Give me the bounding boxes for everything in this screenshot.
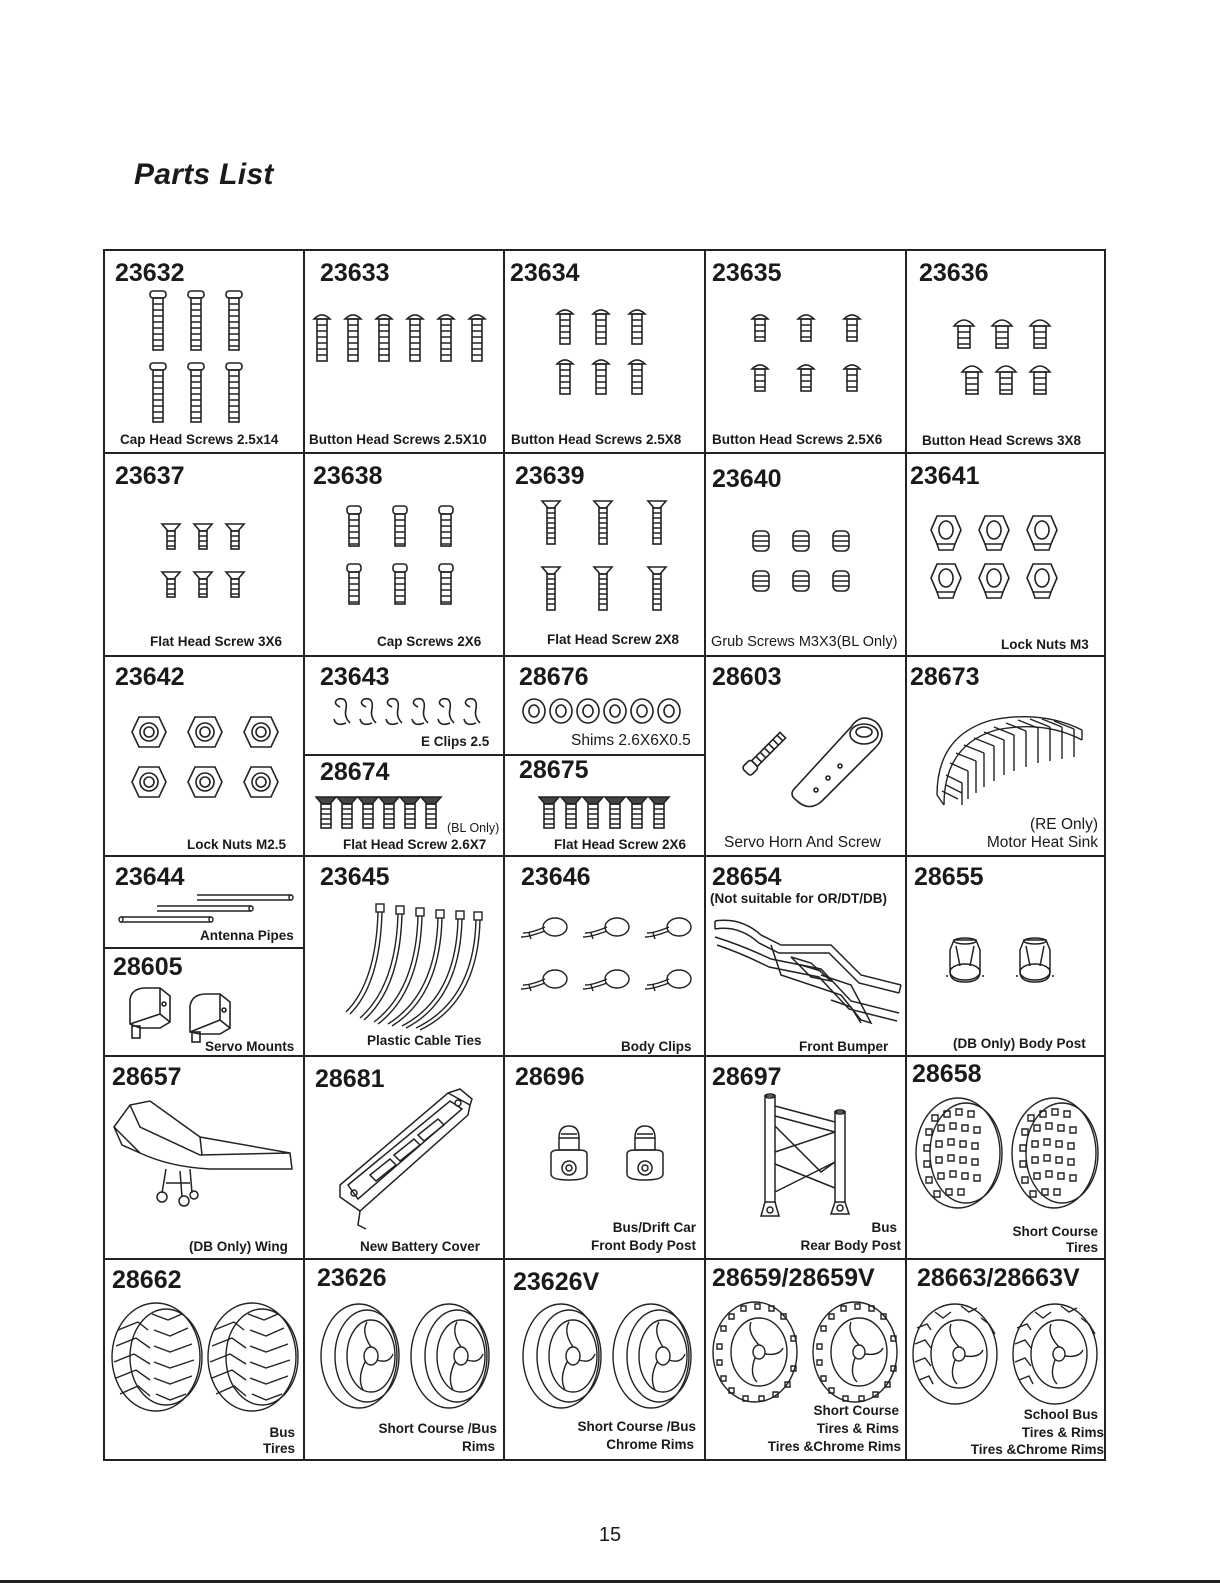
- part-label: (DB Only) Body Post: [953, 1036, 1086, 1051]
- part-label: Flat Head Screw 2X8: [547, 632, 680, 647]
- servo-mount-icon: [120, 984, 270, 1044]
- part-cell-23642: [105, 657, 305, 857]
- part-label-line-2: Tires: [262, 1441, 295, 1456]
- body-post-icon: [942, 932, 1072, 992]
- part-cell-23634: [505, 251, 706, 454]
- part-label: Button Head Screws 2.5X6: [712, 432, 883, 447]
- part-label-line-2: Front Body Post: [591, 1238, 696, 1253]
- part-number: 23640: [712, 465, 782, 493]
- part-cell-23626: [305, 1260, 505, 1461]
- part-number: 28676: [519, 663, 589, 691]
- part-cell-23644: [105, 857, 305, 949]
- part-cell-23633: [305, 251, 505, 454]
- part-label-line-2: Rear Body Post: [800, 1238, 901, 1253]
- part-cell-23643: [305, 657, 505, 756]
- part-cell-23635: [706, 251, 907, 454]
- part-cell-23639: [505, 454, 706, 657]
- part-cell-23626V: [505, 1260, 706, 1461]
- screw-icon: [952, 316, 1062, 406]
- body-post-icon: [545, 1122, 675, 1192]
- part-cell-23646: [505, 857, 706, 1057]
- part-cell-28697: [706, 1057, 907, 1260]
- part-label-line-2: Rims: [461, 1439, 495, 1454]
- part-label: Button Head Screws 3X8: [922, 433, 1082, 448]
- part-cell-23632: [105, 251, 305, 454]
- page-number: 15: [598, 1524, 622, 1546]
- tire-icon: [912, 1095, 1104, 1213]
- part-label: Lock Nuts M2.5: [187, 837, 287, 852]
- part-label-line-1: Bus/Drift Car: [612, 1220, 696, 1235]
- part-number: 23645: [320, 863, 390, 891]
- part-number: 23638: [313, 462, 383, 490]
- part-number: 28655: [914, 863, 984, 891]
- part-number: 23632: [115, 259, 185, 287]
- shim-icon: [521, 697, 691, 727]
- part-number: 28674: [320, 758, 390, 786]
- part-cell-28654: [706, 857, 907, 1057]
- part-cell-28655: [907, 857, 1106, 1057]
- part-number: 23635: [712, 259, 782, 287]
- tire-icon: [108, 1300, 302, 1415]
- body-clip-icon: [517, 915, 697, 1005]
- part-note: (BL Only): [447, 821, 500, 835]
- part-number: 28603: [712, 663, 782, 691]
- part-cell-23645: [305, 857, 505, 1057]
- screw-icon: [160, 522, 250, 612]
- part-label-line-2: Chrome Rims: [606, 1437, 694, 1452]
- part-cell-28673: [907, 657, 1106, 857]
- part-number: 23634: [510, 259, 580, 287]
- lock-nut-icon: [927, 514, 1067, 604]
- part-label: Antenna Pipes: [200, 928, 294, 943]
- part-label: Cap Head Screws 2.5x14: [120, 432, 279, 447]
- part-label: Plastic Cable Ties: [367, 1033, 482, 1048]
- part-cell-28658: [907, 1057, 1106, 1260]
- screw-icon: [310, 311, 500, 371]
- front-bumper-icon: [711, 915, 903, 1030]
- lock-nut-icon: [130, 715, 290, 805]
- part-label: Flat Head Screw 2.6X7: [343, 837, 487, 852]
- rear-body-post-icon: [751, 1092, 871, 1232]
- chrome-rim-icon: [517, 1298, 702, 1413]
- screw-icon: [540, 499, 670, 617]
- part-label-line-3: Tires &Chrome Rims: [767, 1439, 901, 1454]
- parts-grid: [103, 249, 1106, 1461]
- part-number: 23633: [320, 259, 390, 287]
- part-number: 28697: [712, 1063, 782, 1091]
- antenna-pipe-icon: [117, 889, 297, 929]
- part-label: Cap Screws 2X6: [377, 634, 482, 649]
- part-label: Button Head Screws 2.5X10: [309, 432, 487, 447]
- part-number: 28681: [315, 1065, 385, 1093]
- part-label: Button Head Screws 2.5X8: [511, 432, 682, 447]
- screw-icon: [553, 306, 653, 406]
- part-number: 23646: [521, 863, 591, 891]
- tire-and-rim-icon: [911, 1298, 1103, 1408]
- tire-and-rim-icon: [711, 1296, 903, 1406]
- part-label: Front Bumper: [799, 1039, 889, 1054]
- part-cell-28675: [505, 756, 706, 857]
- screw-icon: [538, 796, 673, 832]
- part-cell-23640: [706, 454, 907, 657]
- part-label-line-2: Tires & Rims: [816, 1421, 899, 1436]
- part-number: 23626V: [513, 1268, 600, 1296]
- part-number: 23643: [320, 663, 390, 691]
- part-cell-23641: [907, 454, 1106, 657]
- part-cell-28663: [907, 1260, 1106, 1461]
- part-number: 28658: [912, 1060, 982, 1088]
- part-number: 23644: [115, 863, 185, 891]
- part-number: 28659/28659V: [712, 1264, 875, 1292]
- part-label: Grub Screws M3X3(BL Only): [711, 634, 898, 650]
- part-cell-23636: [907, 251, 1106, 454]
- part-label: Shims 2.6X6X0.5: [571, 732, 691, 749]
- part-label-line-3: Tires &Chrome Rims: [970, 1442, 1104, 1457]
- part-label-line-1: Short Course: [813, 1403, 899, 1418]
- part-number: 23636: [919, 259, 989, 287]
- e-clip-icon: [330, 695, 490, 731]
- part-number: 23641: [910, 462, 980, 490]
- part-note: (RE Only): [1029, 816, 1098, 833]
- part-number: 28675: [519, 756, 589, 784]
- cable-tie-icon: [340, 902, 490, 1032]
- part-label-line-1: Short Course /Bus: [577, 1419, 696, 1434]
- part-cell-28603: [706, 657, 907, 857]
- part-number: 28673: [910, 663, 980, 691]
- wing-icon: [110, 1097, 300, 1217]
- part-label-line-1: Short Course /Bus: [378, 1421, 497, 1436]
- part-number: 23637: [115, 462, 185, 490]
- part-cell-23638: [305, 454, 505, 657]
- part-label: Lock Nuts M3: [1001, 637, 1089, 652]
- part-cell-28674: [305, 756, 505, 857]
- heat-sink-icon: [932, 705, 1087, 815]
- part-cell-28696: [505, 1057, 706, 1260]
- part-cell-28662: [105, 1260, 305, 1461]
- part-label: Motor Heat Sink: [986, 834, 1098, 851]
- part-number: 23639: [515, 462, 585, 490]
- page-title: Parts List: [134, 158, 274, 191]
- part-number: 28657: [112, 1063, 182, 1091]
- part-cell-28659: [706, 1260, 907, 1461]
- part-label: Flat Head Screw 2X6: [554, 837, 687, 852]
- part-label-line-1: School Bus: [1023, 1407, 1098, 1422]
- screw-icon: [315, 796, 445, 832]
- part-cell-28605: [105, 949, 305, 1057]
- part-number: 28662: [112, 1266, 182, 1294]
- part-label: Servo Mounts: [205, 1039, 295, 1054]
- part-cell-23637: [105, 454, 305, 657]
- part-label-line-2: Tires: [1065, 1240, 1098, 1255]
- part-number: 23642: [115, 663, 185, 691]
- part-label-line-1: Bus: [871, 1220, 897, 1235]
- part-label: Body Clips: [621, 1039, 692, 1054]
- screw-icon: [748, 311, 868, 401]
- part-cell-28657: [105, 1057, 305, 1260]
- battery-cover-icon: [330, 1085, 480, 1235]
- part-number: 28696: [515, 1063, 585, 1091]
- part-label: E Clips 2.5: [421, 734, 490, 749]
- part-number: 28663/28663V: [917, 1264, 1080, 1292]
- part-label-line-2: Tires & Rims: [1021, 1425, 1104, 1440]
- part-label: New Battery Cover: [360, 1239, 481, 1254]
- part-cell-28681: [305, 1057, 505, 1260]
- servo-horn-icon: [736, 702, 896, 812]
- part-label-line-1: Short Course: [1012, 1224, 1098, 1239]
- part-number: 28605: [113, 953, 183, 981]
- part-note: (Not suitable for OR/DT/DB): [710, 891, 887, 906]
- part-number: 28654: [712, 863, 782, 891]
- part-label: Servo Horn And Screw: [724, 834, 881, 851]
- part-cell-28676: [505, 657, 706, 756]
- screw-icon: [345, 504, 460, 614]
- grub-screw-icon: [751, 529, 861, 599]
- screw-icon: [140, 289, 260, 429]
- rim-icon: [315, 1298, 500, 1413]
- part-label: Flat Head Screw 3X6: [150, 634, 283, 649]
- part-label: (DB Only) Wing: [189, 1239, 288, 1254]
- part-label-line-1: Bus: [269, 1425, 295, 1440]
- part-number: 23626: [317, 1264, 387, 1292]
